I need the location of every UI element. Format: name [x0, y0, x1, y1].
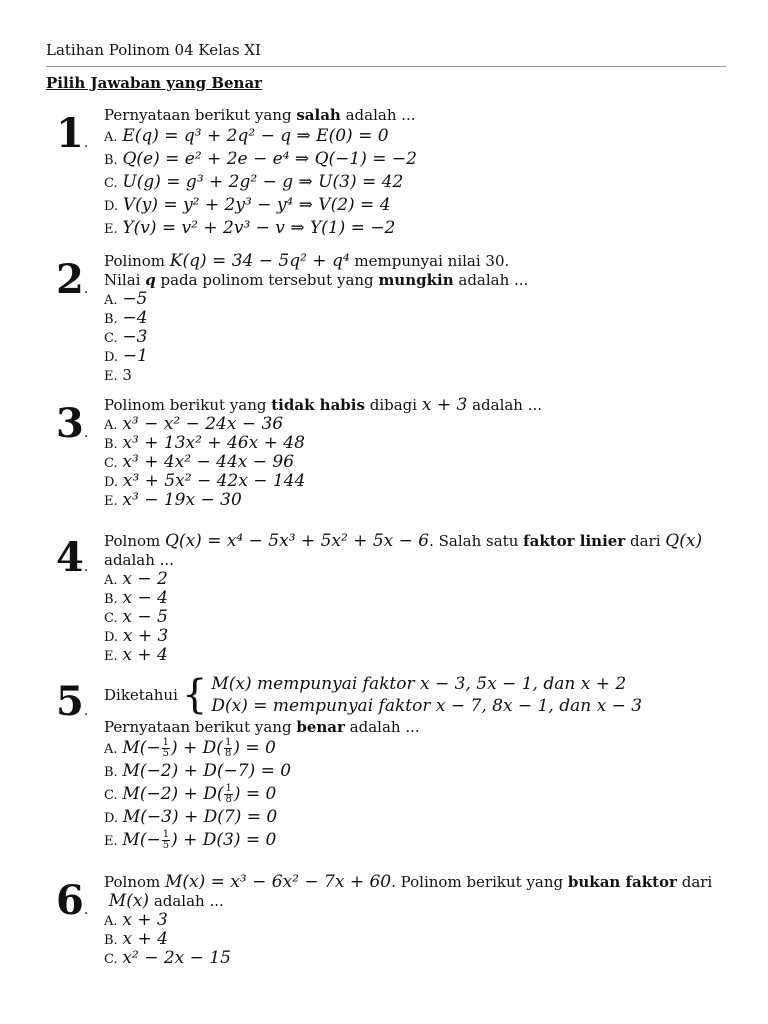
option-c[interactable]: C. x² − 2x − 15	[104, 948, 231, 968]
option-c[interactable]: C. U(g) = g³ + 2g² − g ⇒ U(3) = 42	[104, 172, 404, 192]
fraction: $\frac{1}{8}$	[224, 737, 232, 759]
document-header: Latihan Polinom 04 Kelas XI	[46, 41, 261, 59]
option-a[interactable]: A. x − 2	[104, 569, 168, 589]
question-stem: Pernyataan berikut yang salah adalah ...	[104, 106, 416, 124]
given-line-2: D(x) = mempunyai faktor x − 7, 8x − 1, dan x − 3	[211, 696, 643, 716]
question-number: 5.	[56, 678, 89, 725]
option-b[interactable]: B. x + 4	[104, 929, 168, 949]
given-label: Diketahui	[104, 686, 178, 704]
fraction: $\frac{1}{8}$	[225, 783, 232, 805]
option-e[interactable]: E. M(− $\frac{1}{5}$ ) + D(3) = 0	[104, 829, 277, 851]
option-d[interactable]: D. M(−3) + D(7) = 0	[104, 807, 278, 827]
fraction: $\frac{1}{5}$	[162, 737, 169, 759]
option-c[interactable]: C. x − 5	[104, 607, 168, 627]
option-a[interactable]: A. −5	[104, 289, 148, 309]
question-stem: Polnom Q(x) = x⁴ − 5x³ + 5x² + 5x − 6. Salah satu faktor linier dari Q(x)	[104, 531, 703, 551]
option-c[interactable]: C. −3	[104, 327, 148, 347]
question-body	[104, 672, 724, 852]
option-b[interactable]: B. x³ + 13x² + 46x + 48	[104, 433, 305, 453]
question-body	[104, 396, 724, 510]
question-stem: Polinom K(q) = 34 − 5q² + q⁴ mempunyai nilai 30.	[104, 251, 510, 271]
section-title: Pilih Jawaban yang Benar	[46, 74, 263, 92]
option-a[interactable]: A. M(− $\frac{1}{5}$ ) + D( $\frac{1}{8}$ ) = 0	[104, 737, 276, 759]
question-number: 3.	[56, 400, 89, 447]
option-a[interactable]: A. x + 3	[104, 910, 168, 930]
question-number: 6.	[56, 877, 89, 924]
option-e[interactable]: E. 3	[104, 366, 132, 384]
question-stem-2: M(x) adalah ...	[108, 891, 224, 911]
question-number: 2.	[56, 256, 89, 303]
question-body	[104, 873, 724, 968]
question-body	[104, 532, 724, 665]
option-d[interactable]: D. x + 3	[104, 626, 169, 646]
option-b[interactable]: B. x − 4	[104, 588, 168, 608]
question-body	[104, 252, 724, 385]
question-stem-2: adalah ...	[104, 551, 174, 569]
option-d[interactable]: D. −1	[104, 346, 148, 366]
header-divider	[46, 66, 726, 67]
question-stem-2: Nilai q pada polinom tersebut yang mungkin adalah ...	[104, 271, 529, 289]
question-number: 1.	[56, 110, 89, 157]
option-b[interactable]: B. −4	[104, 308, 148, 328]
option-e[interactable]: E. x³ − 19x − 30	[104, 490, 242, 510]
question-body	[104, 106, 724, 240]
option-c[interactable]: C. M(−2) + D( $\frac{1}{8}$ ) = 0	[104, 783, 277, 805]
question-number: 4.	[56, 534, 89, 581]
fraction: $\frac{1}{5}$	[162, 829, 170, 851]
option-a[interactable]: A. E(q) = q³ + 2q² − q ⇒ E(0) = 0	[104, 126, 389, 146]
option-b[interactable]: B. M(−2) + D(−7) = 0	[104, 761, 292, 781]
given-lines	[211, 673, 642, 717]
option-b[interactable]: B. Q(e) = e² + 2e − e⁴ ⇒ Q(−1) = −2	[104, 149, 417, 169]
given-line-1: M(x) mempunyai faktor x − 3, 5x − 1, dan x + 2	[211, 674, 627, 694]
option-d[interactable]: D. x³ + 5x² − 42x − 144	[104, 471, 306, 491]
question-stem: Pernyataan berikut yang benar adalah ...	[104, 718, 420, 736]
option-a[interactable]: A. x³ − x² − 24x − 36	[104, 414, 284, 434]
option-c[interactable]: C. x³ + 4x² − 44x − 96	[104, 452, 295, 472]
option-e[interactable]: E. Y(v) = v² + 2v³ − v ⇒ Y(1) = −2	[104, 218, 396, 238]
option-e[interactable]: E. x + 4	[104, 645, 168, 665]
question-stem: Polinom berikut yang tidak habis dibagi x + 3 adalah ...	[104, 395, 543, 415]
option-d[interactable]: D. V(y) = y² + 2y³ − y⁴ ⇒ V(2) = 4	[104, 195, 391, 215]
question-stem: Polnom M(x) = x³ − 6x² − 7x + 60. Polinom berikut yang bukan faktor dari	[104, 872, 713, 892]
brace-icon: {	[181, 672, 208, 718]
given-system	[104, 672, 724, 718]
